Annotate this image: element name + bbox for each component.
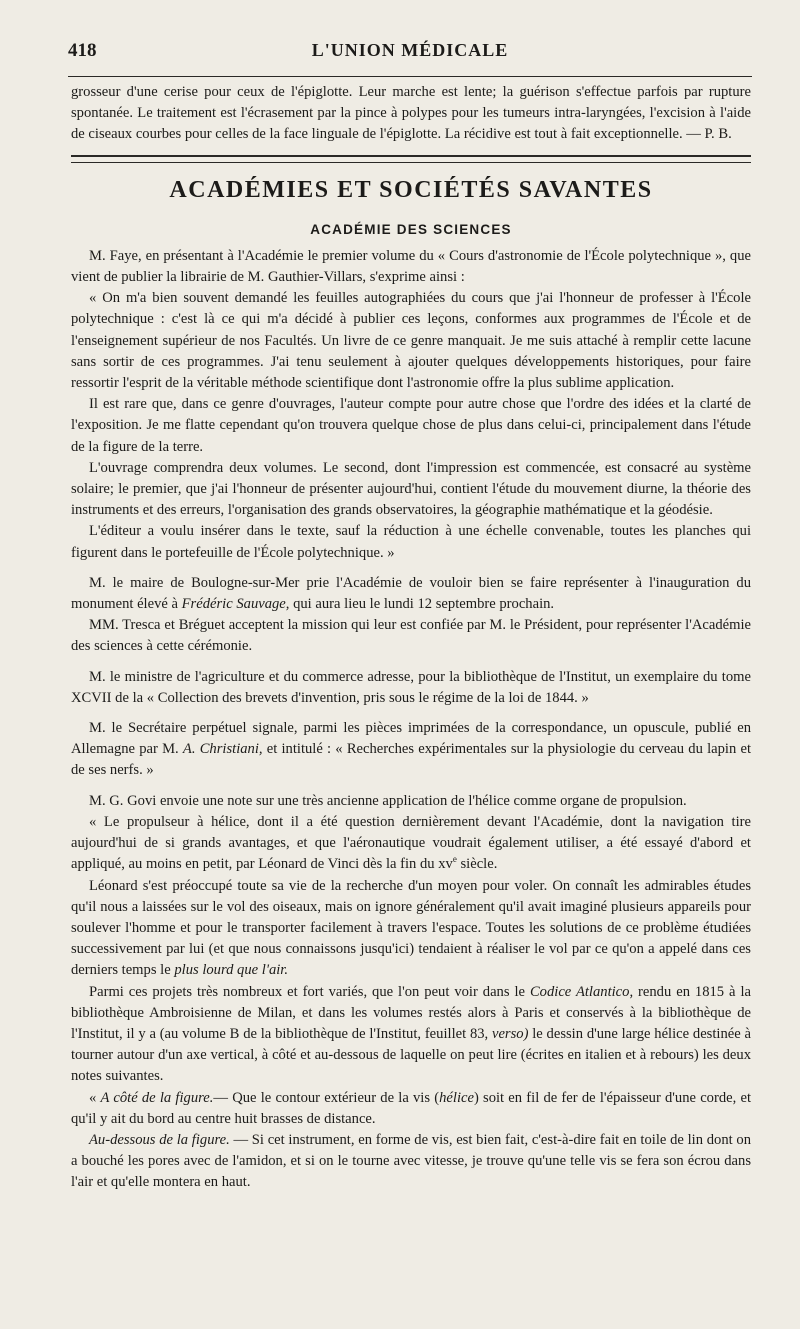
page-header <box>68 40 752 66</box>
paragraph-11: « Le propulseur à hélice, dont il a été question dernièrement devant l'Académie, dont la navigation tire aujourd'hui de si grands avantages, et que l'aéronautique voudrait également utiliser, a été essayé d'abord et appliqué, au moins en petit, par Léonard de Vinci dès la fin du $xv^e$ siècle. <box>71 813 751 873</box>
header-rule <box>68 76 752 77</box>
paragraph-15: Au-dessous de la figure. — Si cet instrument, en forme de vis, est bien fait, c'est-à-dire fait en toile de lin dont on a bouché les pores avec de l'amidon, et si on le tourne avec vitesse, je trouve qu'une telle vis se fera son écrou dans l'air et qu'elle montera en haut. <box>71 1131 751 1191</box>
paragraph-7: MM. Tresca et Bréguet acceptent la mission qui leur est confiée par M. le Président, pour représenter l'Académie des sciences à cette cérémonie. <box>71 617 751 655</box>
paragraph-5: L'éditeur a voulu insérer dans le texte, sauf la réduction à une échelle convenable, toutes les planches qui figurent dans le portefeuille de l'École polytechnique. » <box>71 523 751 561</box>
paragraph-13: Parmi ces projets très nombreux et fort variés, que l'on peut voir dans le Codice Atlantico, rendu en 1815 à la bibliothèque Ambroisienne de Milan, et dans les volumes restés alors à Paris et conservés à la bibliothèque de l'Institut, il y a (au volume B de la bibliothèque de l'Institut, feuillet 83, verso) le dessin d'une large hélice destinée à tourner autour d'un axe vertical, à côté et au-dessous de laquelle on peut lire (écrites en italien et à rebours) les deux notes suivantes. <box>71 983 751 1085</box>
paragraph-10: M. G. Govi envoie une note sur une très ancienne application de l'hélice comme organe de propulsion. <box>89 792 687 809</box>
paragraph-9: M. le Secrétaire perpétuel signale, parmi les pièces imprimées de la correspondance, un opuscule, publié en Allemagne par M. A. Christiani, et intitulé : « Recherches expérimentales sur la physiologie du cerveau du lapin et de ses nerfs. » <box>71 720 752 779</box>
page-number: 418 <box>68 40 97 61</box>
section-title: ACADÉMIES ET SOCIÉTÉS SAVANTES <box>169 176 653 203</box>
paragraph-3: Il est rare que, dans ce genre d'ouvrages, l'auteur compte pour autre chose que l'ordre des idées et la clarté de l'exposition. Je me flatte cependant qu'on trouvera quelque chose de plus dans celui-ci, principalement dans l'étude de la figure de la terre. <box>71 396 751 455</box>
paragraph-1: M. Faye, en présentant à l'Académie le premier volume du « Cours d'astronomie de l'École polytechnique », que vient de publier la librairie de M. Gauthier-Villars, s'exprime ainsi : <box>71 247 751 286</box>
article-body <box>71 82 751 1194</box>
paragraph-8: M. le ministre de l'agriculture et du commerce adresse, pour la bibliothèque de l'Institut, un exemplaire du tome XCVII de la « Collection des brevets d'invention, pris sous le régime de la loi de 1844. » <box>71 668 751 706</box>
intro-paragraph: grosseur d'une cerise pour ceux de l'épiglotte. Leur marche est lente; la guérison s'effectue parfois par rupture spontanée. Le traitement est l'écrasement par la pince à polypes pour les tumeurs intra-laryngées, l'excision à l'aide de ciseaux courbes pour celles de la face linguale de l'épiglotte. La récidive est tout à fait exceptionnelle. — P. B. <box>71 84 751 143</box>
paragraph-2: « On m'a bien souvent demandé les feuilles autographiées du cours que j'ai l'honneur de professer à l'École polytechnique : c'est là ce qui m'a décidé à publier ces leçons, conformes aux programmes de l'École et de l'enseignement supérieur de nos Facultés. Un livre de ce genre manquait. Je me suis attaché à remplir cette lacune sans sortir de ces programmes. J'ai tenu seulement à ajouter quelques développements historiques, pour faire ressortir l'esprit de la véritable méthode scientifique dont l'astronomie offre la plus sublime application. <box>71 290 751 392</box>
paragraph-12: Léonard s'est préoccupé toute sa vie de la recherche d'un moyen pour voler. On connaît les admirables études qu'il nous a laissées sur le vol des oiseaux, mais on ignore généralement qu'il avait imaginé plusieurs appareils pour soulever l'homme et pour le transporter facilement à travers l'espace. Toutes les solutions de ce problème étudiées successivement par lui (et que nous connaissons jusqu'ici) tendaient à réaliser le vol par ce qu'on a appelé dans ces derniers temps le plus lourd que l'air. <box>71 877 751 979</box>
subsection-title: ACADÉMIE DES SCIENCES <box>310 221 512 237</box>
running-title: L'UNION MÉDICALE <box>311 40 509 60</box>
paragraph-14: « A côté de la figure.— Que le contour extérieur de la vis (hélice) soit en fil de fer de l'épaisseur d'une corde, et qu'il y ait du bord au centre huit brasses de distance. <box>71 1089 751 1127</box>
paragraph-4: L'ouvrage comprendra deux volumes. Le second, dont l'impression est commencée, est consacré au système solaire; le premier, que j'ai l'honneur de présenter aujourd'hui, contient l'étude du mouvement diurne, la théorie des instruments et des erreurs, l'organisation des grands observatoires, la géographie mathématique et la géodésie. <box>71 459 751 519</box>
section-divider <box>71 155 751 163</box>
paragraph-6: M. le maire de Boulogne-sur-Mer prie l'Académie de vouloir bien se faire représenter à l'inauguration du monument élevé à Frédéric Sauvage, qui aura lieu le lundi 12 septembre prochain. <box>71 574 751 613</box>
